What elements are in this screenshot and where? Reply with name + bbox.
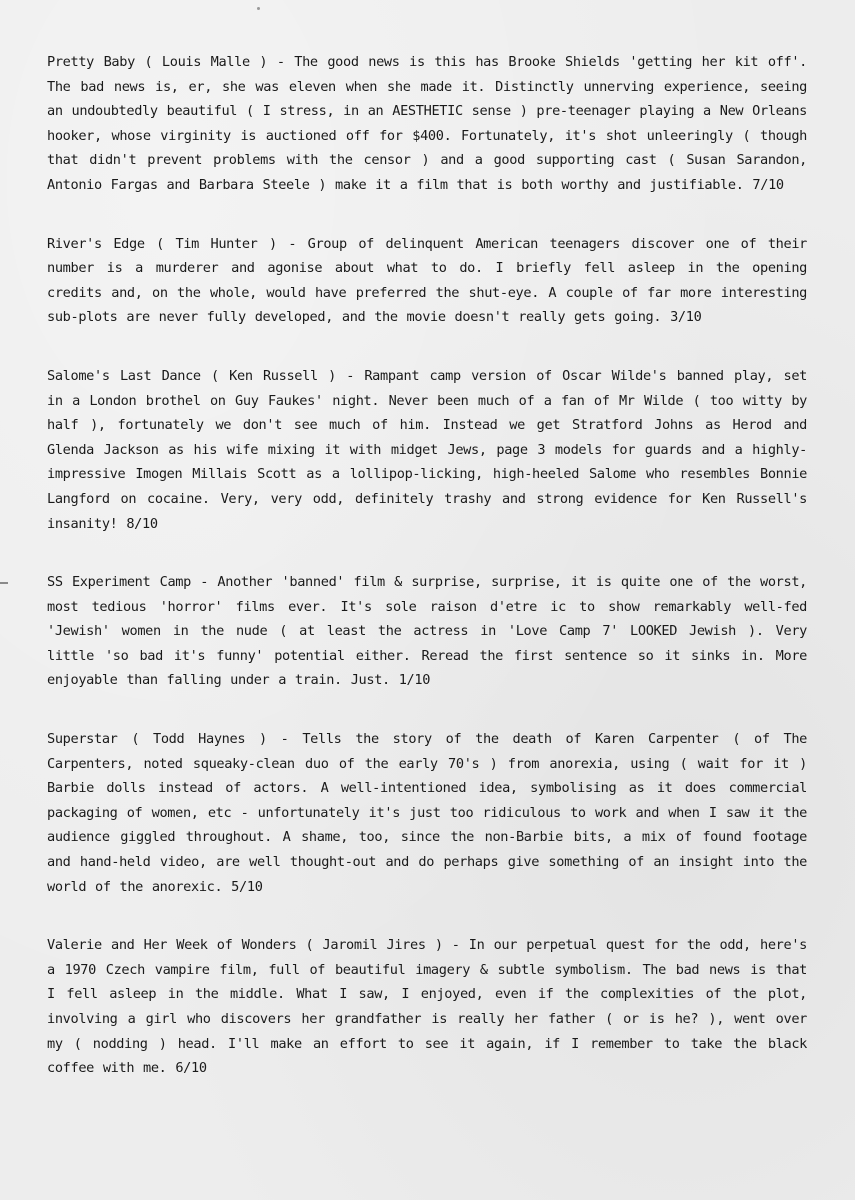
review-superstar: Superstar ( Todd Haynes ) - Tells the story of the death of Karen Carpenter ( of The Carpenters, noted squeaky-clean duo of the early 70's ) from anorexia, using ( wait for it ) Barbie dolls instead of actors. A well-intentioned idea, symbolising as it does commercial packaging of women, etc - unfortunately it's just too ridiculous to work and when I saw it the audience giggled throughout. A shame, too, since the non-Barbie bits, a mix of found footage and hand-held video, are well thought-out and do perhaps give something of an insight into the world of the anorexic. 5/10 [47, 731, 807, 895]
scan-speck [257, 7, 260, 10]
review-pretty-baby: Pretty Baby ( Louis Malle ) - The good news is this has Brooke Shields 'getting her kit off'. The bad news is, er, she was eleven when she made it. Distinctly unnerving experience, seeing an undoubtedly beautiful ( I stress, in an AESTHETIC sense ) pre-teenager playing a New Orleans hooker, whose virginity is auctioned off for $400. Fortunately, it's shot unleeringly ( though that didn't prevent problems with the censor ) and a good supporting cast ( Susan Sarandon, Antonio Fargas and Barbara Steele ) make it a film that is both worthy and justifiable. 7/10 [47, 54, 807, 193]
review-ss-experiment-camp: SS Experiment Camp - Another 'banned' film & surprise, surprise, it is quite one of the worst, most tedious 'horror' films ever. It's sole raison d'etre ic to show remarkably well-fed 'Jewish' women in the nude ( at least the actress in 'Love Camp 7' LOOKED Jewish ). Very little 'so bad it's funny' potential either. Reread the first sentence so it sinks in. More enjoyable than falling under a train. Just. 1/10 [47, 574, 807, 689]
review-rivers-edge: River's Edge ( Tim Hunter ) - Group of delinquent American teenagers discover one of their number is a murderer and agonise about what to do. I briefly fell asleep in the opening credits and, on the whole, would have preferred the shut-eye. A couple of far more interesting sub-plots are never fully developed, and the movie doesn't really gets going. 3/10 [47, 235, 807, 326]
review-list [47, 50, 807, 1115]
review-valerie: Valerie and Her Week of Wonders ( Jaromil Jires ) - In our perpetual quest for the odd, here's a 1970 Czech vampire film, full of beautiful imagery & subtle symbolism. The bad news is that I fell asleep in the middle. What I saw, I enjoyed, even if the complexities of the plot, involving a girl who discovers her grandfather is really her father ( or is he? ), went over my ( nodding ) head. I'll make an effort to see it again, if I remember to take the black coffee with me. 6/10 [47, 937, 807, 1077]
review-salomes-last-dance: Salome's Last Dance ( Ken Russell ) - Rampant camp version of Oscar Wilde's banned play, set in a London brothel on Guy Faukes' night. Never been much of a fan of Mr Wilde ( too witty by half ), fortunately we don't see much of him. Instead we get Stratford Johns as Herod and Glenda Jackson as his wife mixing it with midget Jews, page 3 models for guards and a highly-impressive Imogen Millais Scott as a lollipop-licking, high-heeled Salome who resembles Bonnie Langford on cocaine. Very, very odd, definitely trashy and strong evidence for Ken Russell's insanity! 8/10 [47, 367, 807, 532]
margin-mark [0, 582, 8, 584]
